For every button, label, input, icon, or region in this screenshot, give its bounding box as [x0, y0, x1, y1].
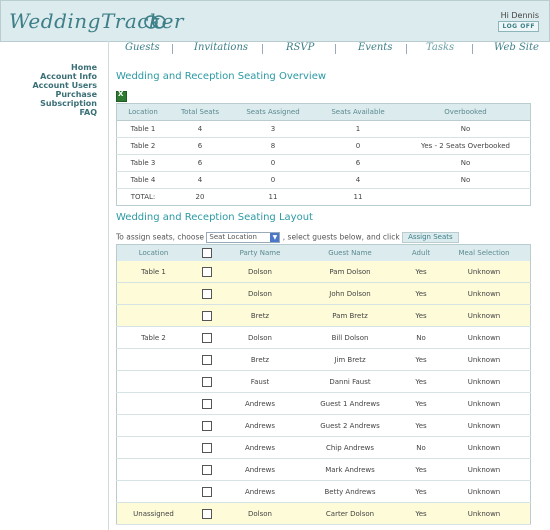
guest-row	[117, 481, 531, 503]
location-cell	[117, 437, 191, 459]
guest-select-checkbox[interactable]	[202, 487, 212, 497]
adult-cell: Yes	[404, 305, 438, 327]
party-name-cell: Dolson	[224, 327, 296, 349]
table-cell	[401, 189, 531, 206]
column-header: Total Seats	[169, 104, 231, 121]
guest-select-checkbox[interactable]	[202, 421, 212, 431]
guest-row	[117, 459, 531, 481]
location-cell	[117, 459, 191, 481]
location-cell	[117, 393, 191, 415]
table-cell: No	[401, 155, 531, 172]
column-header: Guest Name	[296, 245, 404, 262]
wedding-rings-icon	[143, 14, 167, 30]
nav-divider	[172, 44, 173, 54]
sidebar-item-home[interactable]: Home	[71, 63, 97, 72]
location-cell	[117, 349, 191, 371]
adult-cell: Yes	[404, 371, 438, 393]
party-name-cell: Dolson	[224, 503, 296, 525]
top-nav	[110, 41, 548, 57]
layout-title: Wedding and Reception Seating Layout	[116, 212, 313, 223]
meal-selection-cell: Unknown	[438, 371, 531, 393]
guest-select-checkbox[interactable]	[202, 355, 212, 365]
meal-selection-cell: Unknown	[438, 283, 531, 305]
adult-cell: Yes	[404, 349, 438, 371]
column-header: Adult	[404, 245, 438, 262]
assign-instructions	[116, 232, 459, 243]
checkbox-cell	[190, 459, 224, 481]
adult-cell: Yes	[404, 415, 438, 437]
guest-select-checkbox[interactable]	[202, 333, 212, 343]
select-all-checkbox[interactable]	[202, 248, 212, 258]
location-cell	[117, 415, 191, 437]
instruction-text: To assign seats, choose	[116, 232, 204, 242]
checkbox-cell	[190, 393, 224, 415]
table-cell: 4	[315, 172, 401, 189]
nav-divider	[406, 44, 407, 54]
guest-row	[117, 261, 531, 283]
checkbox-cell	[190, 327, 224, 349]
table-cell: Table 1	[117, 121, 170, 138]
party-name-cell: Andrews	[224, 459, 296, 481]
table-row	[117, 121, 531, 138]
select-all-header	[190, 245, 224, 262]
nav-guests[interactable]: Guests	[125, 42, 160, 53]
guest-select-checkbox[interactable]	[202, 443, 212, 453]
select-value: Seat Location	[209, 233, 257, 241]
table-cell: Yes - 2 Seats Overbooked	[401, 138, 531, 155]
nav-divider	[262, 44, 263, 54]
checkbox-cell	[190, 305, 224, 327]
table-cell: 6	[315, 155, 401, 172]
guest-row	[117, 349, 531, 371]
column-header: Location	[117, 245, 191, 262]
guest-name-cell: Carter Dolson	[296, 503, 404, 525]
table-cell: 0	[315, 138, 401, 155]
location-cell	[117, 283, 191, 305]
meal-selection-cell: Unknown	[438, 415, 531, 437]
checkbox-cell	[190, 349, 224, 371]
table-cell: 11	[353, 193, 363, 201]
column-header: Seats Available	[315, 104, 401, 121]
guest-name-cell: Guest 2 Andrews	[296, 415, 404, 437]
sidebar-item-faq[interactable]: FAQ	[79, 108, 97, 117]
adult-cell: Yes	[404, 261, 438, 283]
sidebar-item-subscription[interactable]: Subscription	[40, 99, 97, 108]
guest-row	[117, 503, 531, 525]
party-name-cell: Andrews	[224, 437, 296, 459]
adult-cell: Yes	[404, 393, 438, 415]
location-cell: Table 1	[117, 261, 191, 283]
guest-select-checkbox[interactable]	[202, 399, 212, 409]
checkbox-cell	[190, 283, 224, 305]
header-bar	[0, 0, 550, 42]
guest-name-cell: Pam Dolson	[296, 261, 404, 283]
party-name-cell: Andrews	[224, 393, 296, 415]
sidebar-divider	[108, 41, 109, 530]
meal-selection-cell: Unknown	[438, 503, 531, 525]
table-cell: 1	[315, 121, 401, 138]
table-cell: Table 4	[117, 172, 170, 189]
guest-name-cell: John Dolson	[296, 283, 404, 305]
guest-row	[117, 371, 531, 393]
overview-title: Wedding and Reception Seating Overview	[116, 71, 327, 82]
guest-select-checkbox[interactable]	[202, 465, 212, 475]
table-row	[117, 155, 531, 172]
meal-selection-cell: Unknown	[438, 327, 531, 349]
table-cell: 0	[231, 172, 315, 189]
nav-invitations[interactable]: Invitations	[194, 42, 249, 53]
assign-seats-button[interactable]: Assign Seats	[402, 232, 459, 243]
excel-export-icon[interactable]	[116, 91, 127, 102]
guest-name-cell: Jim Bretz	[296, 349, 404, 371]
guest-name-cell: Mark Andrews	[296, 459, 404, 481]
column-header: Overbooked	[401, 104, 531, 121]
meal-selection-cell: Unknown	[438, 305, 531, 327]
sidebar-item-account-info[interactable]: Account Info	[40, 72, 97, 81]
adult-cell: Yes	[404, 481, 438, 503]
meal-selection-cell: Unknown	[438, 481, 531, 503]
guest-name-cell: Guest 1 Andrews	[296, 393, 404, 415]
table-cell: 6	[169, 155, 231, 172]
party-name-cell: Andrews	[224, 415, 296, 437]
table-cell: Table 3	[117, 155, 170, 172]
chevron-down-icon[interactable]: ▼	[270, 233, 279, 242]
guest-name-cell: Betty Andrews	[296, 481, 404, 503]
checkbox-cell	[190, 437, 224, 459]
seating-layout-table	[116, 244, 531, 525]
table-row	[117, 189, 531, 206]
guest-name-cell: Chip Andrews	[296, 437, 404, 459]
meal-selection-cell: Unknown	[438, 393, 531, 415]
checkbox-cell	[190, 415, 224, 437]
guest-select-checkbox[interactable]	[202, 509, 212, 519]
adult-cell: No	[404, 327, 438, 349]
guest-row	[117, 283, 531, 305]
location-cell	[117, 481, 191, 503]
location-cell: Unassigned	[117, 503, 191, 525]
nav-divider	[472, 44, 473, 54]
table-cell: 0	[231, 155, 315, 172]
table-cell: Table 2	[117, 138, 170, 155]
table-row	[117, 172, 531, 189]
column-header: Meal Selection	[438, 245, 531, 262]
user-greeting: Hi Dennis	[500, 11, 539, 20]
party-name-cell: Dolson	[224, 283, 296, 305]
column-header: Seats Assigned	[231, 104, 315, 121]
guest-name-cell: Danni Faust	[296, 371, 404, 393]
column-header: Location	[117, 104, 170, 121]
guest-select-checkbox[interactable]	[202, 377, 212, 387]
location-cell	[117, 371, 191, 393]
sidebar-item-account-users[interactable]: Account Users	[32, 81, 97, 90]
table-cell: TOTAL:	[130, 193, 156, 201]
sidebar	[0, 63, 97, 117]
guest-select-checkbox[interactable]	[202, 289, 212, 299]
table-cell: 4	[169, 172, 231, 189]
app-logo[interactable]: WeddingTracker	[9, 9, 184, 33]
table-cell: 8	[231, 138, 315, 155]
nav-events[interactable]: Events	[358, 42, 393, 53]
guest-row	[117, 327, 531, 349]
seat-location-select[interactable]	[206, 232, 280, 243]
guest-row	[117, 393, 531, 415]
table-cell: 11	[268, 193, 278, 201]
nav-rsvp[interactable]: RSVP	[286, 42, 315, 53]
adult-cell: Yes	[404, 459, 438, 481]
table-cell: No	[401, 121, 531, 138]
sidebar-item-purchase[interactable]: Purchase	[55, 90, 97, 99]
guest-select-checkbox[interactable]	[202, 311, 212, 321]
location-cell	[117, 305, 191, 327]
guest-row	[117, 415, 531, 437]
location-cell: Table 2	[117, 327, 191, 349]
table-cell: 3	[231, 121, 315, 138]
party-name-cell: Faust	[224, 371, 296, 393]
checkbox-cell	[190, 371, 224, 393]
column-header: Party Name	[224, 245, 296, 262]
guest-name-cell: Pam Bretz	[296, 305, 404, 327]
meal-selection-cell: Unknown	[438, 459, 531, 481]
adult-cell: Yes	[404, 283, 438, 305]
table-cell: 4	[169, 121, 231, 138]
nav-divider	[335, 44, 336, 54]
party-name-cell: Andrews	[224, 481, 296, 503]
meal-selection-cell: Unknown	[438, 437, 531, 459]
seating-overview-table	[116, 103, 531, 206]
instruction-text: , select guests below, and click	[282, 232, 400, 242]
checkbox-cell	[190, 261, 224, 283]
meal-selection-cell: Unknown	[438, 349, 531, 371]
guest-row	[117, 305, 531, 327]
guest-select-checkbox[interactable]	[202, 267, 212, 277]
table-cell: No	[401, 172, 531, 189]
logoff-button[interactable]: LOG OFF	[498, 21, 539, 32]
party-name-cell: Bretz	[224, 349, 296, 371]
nav-tasks[interactable]: Tasks	[426, 42, 455, 53]
adult-cell: Yes	[404, 503, 438, 525]
guest-name-cell: Bill Dolson	[296, 327, 404, 349]
table-row	[117, 138, 531, 155]
party-name-cell: Bretz	[224, 305, 296, 327]
nav-website[interactable]: Web Site	[494, 42, 539, 53]
meal-selection-cell: Unknown	[438, 261, 531, 283]
table-cell: 6	[169, 138, 231, 155]
party-name-cell: Dolson	[224, 261, 296, 283]
checkbox-cell	[190, 481, 224, 503]
checkbox-cell	[190, 503, 224, 525]
guest-row	[117, 437, 531, 459]
table-cell: 20	[195, 193, 205, 201]
adult-cell: No	[404, 437, 438, 459]
